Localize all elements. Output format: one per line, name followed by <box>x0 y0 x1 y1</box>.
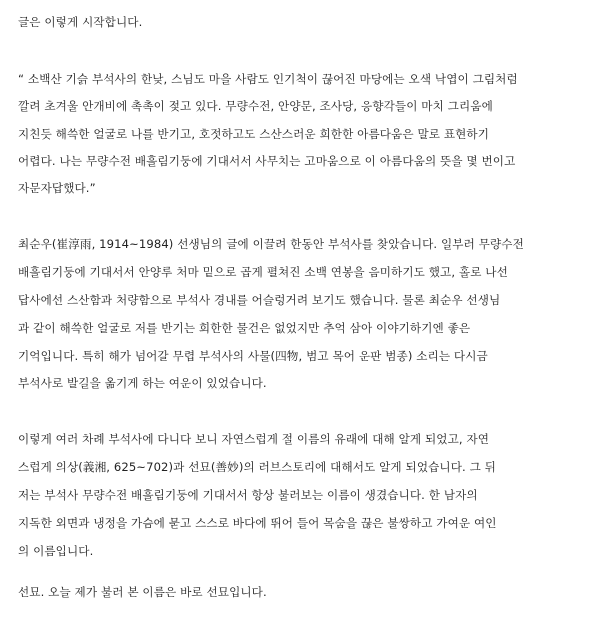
paragraph-line: 과 같이 해쓱한 얼굴로 저를 반기는 희한한 물건은 없었지만 추억 삼아 이야기하기엔 좋은 <box>18 321 471 335</box>
paragraph-line: 이렇게 여러 차례 부석사에 다니다 보니 자연스럽게 절 이름의 유래에 대해 알게 되었고, 자연 <box>18 432 490 446</box>
closing-line: 선묘. 오늘 제가 불러 본 이름은 바로 선묘입니다. <box>18 585 267 599</box>
paragraph-line: 배흘림기둥에 기대서서 안양루 처마 밑으로 곱게 펼쳐진 소백 연봉을 음미하기도 했고, 홀로 나선 <box>18 265 508 279</box>
paragraph-line: 스럽게 의상(義湘, 625~702)과 선묘(善妙)의 러브스토리에 대해서도 알게 되었습니다. 그 뒤 <box>18 460 496 474</box>
paragraph-line: 저는 부석사 무량수전 배흘림기둥에 기대서서 항상 불러보는 이름이 생겼습니다. 한 남자의 <box>18 488 478 502</box>
paragraph-line: 최순우(崔淳雨, 1914~1984) 선생님의 글에 이끌려 한동안 부석사를 찾았습니다. 일부러 무량수전 <box>18 237 524 251</box>
paragraph-line: 부석사로 발길을 옮기게 하는 여운이 있었습니다. <box>18 376 267 390</box>
quote-line: “ 소백산 기슭 부석사의 한낮, 스님도 마을 사람도 인기척이 끊어진 마당에는 오색 낙엽이 그림처럼 <box>18 72 518 86</box>
quote-line: 깔려 초겨울 안개비에 촉촉이 젖고 있다. 무량수전, 안양문, 조사당, 응향각들이 마치 그리움에 <box>18 99 493 113</box>
quote-line: 어렵다. 나는 무량수전 배흘림기둥에 기대서서 사무치는 고마움으로 이 아름다움의 뜻을 몇 번이고 <box>18 154 516 168</box>
paragraph-line: 의 이름입니다. <box>18 544 94 558</box>
paragraph-line: 기억입니다. 특히 해가 넘어갈 무렵 부석사의 사물(四物, 범고 목어 운판 범종) 소리는 다시금 <box>18 349 488 363</box>
quote-line: 자문자답했다.” <box>18 181 96 195</box>
paragraph-line: 답사에선 스산함과 처량함으로 부석사 경내를 어슬렁거려 보기도 했습니다. 물론 최순우 선생님 <box>18 293 501 307</box>
intro-line: 글은 이렇게 시작합니다. <box>18 15 143 29</box>
quote-line: 지친듯 해쓱한 얼굴로 나를 반기고, 호젓하고도 스산스러운 희한한 아름다움은 말로 표현하기 <box>18 127 490 141</box>
paragraph-line: 지독한 외면과 냉정을 가슴에 묻고 스스로 바다에 뛰어 들어 목숨을 끊은 불쌍하고 가여운 여인 <box>18 516 497 530</box>
